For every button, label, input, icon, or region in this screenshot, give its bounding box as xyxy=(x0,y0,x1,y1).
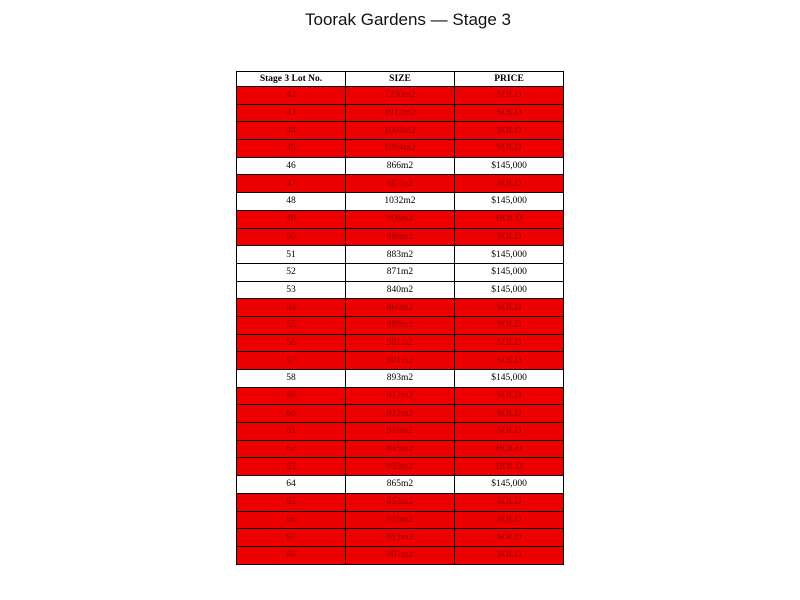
size-cell: 845m2 xyxy=(346,440,455,458)
header-size: SIZE xyxy=(346,72,455,87)
size-cell: 889m2 xyxy=(346,316,455,334)
size-cell: 840m2 xyxy=(346,281,455,299)
price-cell: HOLD xyxy=(455,210,564,228)
price-cell: SOLD xyxy=(455,122,564,140)
table-row xyxy=(237,334,564,352)
price-cell: SOLD xyxy=(455,511,564,529)
size-cell: 901m2 xyxy=(346,352,455,370)
table-row xyxy=(237,458,564,476)
lot-number-cell: 54 xyxy=(237,299,346,317)
table-body xyxy=(237,87,564,565)
table-row xyxy=(237,140,564,158)
lot-number-cell: 42 xyxy=(237,87,346,105)
price-cell: SOLD xyxy=(455,228,564,246)
table-row xyxy=(237,387,564,405)
table-row xyxy=(237,493,564,511)
size-cell: 981m2 xyxy=(346,334,455,352)
size-cell: 866m2 xyxy=(346,157,455,175)
table-header-row xyxy=(237,72,564,87)
table-row xyxy=(237,423,564,441)
table-row xyxy=(237,122,564,140)
table-row xyxy=(237,476,564,494)
table-row xyxy=(237,511,564,529)
header-price: PRICE xyxy=(455,72,564,87)
lot-number-cell: 43 xyxy=(237,104,346,122)
table-row xyxy=(237,370,564,388)
table-row xyxy=(237,405,564,423)
table-row xyxy=(237,175,564,193)
lot-number-cell: 50 xyxy=(237,228,346,246)
price-cell: SOLD xyxy=(455,352,564,370)
size-cell: 912m2 xyxy=(346,387,455,405)
lot-number-cell: 52 xyxy=(237,263,346,281)
price-cell: SOLD xyxy=(455,546,564,564)
lot-number-cell: 55 xyxy=(237,316,346,334)
price-cell: SOLD xyxy=(455,299,564,317)
lot-number-cell: 65 xyxy=(237,493,346,511)
lots-table xyxy=(236,71,564,565)
lot-number-cell: 64 xyxy=(237,476,346,494)
table-row xyxy=(237,228,564,246)
lot-number-cell: 58 xyxy=(237,370,346,388)
table-row xyxy=(237,87,564,105)
price-cell: SOLD xyxy=(455,405,564,423)
lot-number-cell: 47 xyxy=(237,175,346,193)
size-cell: 860m2 xyxy=(346,299,455,317)
lot-number-cell: 51 xyxy=(237,246,346,264)
price-cell: $145,000 xyxy=(455,281,564,299)
price-cell: SOLD xyxy=(455,387,564,405)
size-cell: 865m2 xyxy=(346,476,455,494)
lot-number-cell: 46 xyxy=(237,157,346,175)
price-cell: $145,000 xyxy=(455,246,564,264)
lot-number-cell: 48 xyxy=(237,193,346,211)
table-row xyxy=(237,104,564,122)
size-cell: 1012m2 xyxy=(346,104,455,122)
table-row xyxy=(237,546,564,564)
lot-number-cell: 67 xyxy=(237,529,346,547)
lot-number-cell: 62 xyxy=(237,440,346,458)
price-cell: HOLD xyxy=(455,440,564,458)
size-cell: 853m2 xyxy=(346,493,455,511)
table-row xyxy=(237,281,564,299)
size-cell: 871m2 xyxy=(346,263,455,281)
lot-number-cell: 45 xyxy=(237,140,346,158)
lot-number-cell: 44 xyxy=(237,122,346,140)
table-row xyxy=(237,299,564,317)
size-cell: 883m2 xyxy=(346,246,455,264)
table-row xyxy=(237,440,564,458)
size-cell: 907m2 xyxy=(346,546,455,564)
lot-number-cell: 59 xyxy=(237,387,346,405)
price-cell: SOLD xyxy=(455,493,564,511)
lot-number-cell: 57 xyxy=(237,352,346,370)
price-cell: $145,000 xyxy=(455,370,564,388)
lot-number-cell: 49 xyxy=(237,210,346,228)
table-row xyxy=(237,263,564,281)
price-cell: $145,000 xyxy=(455,263,564,281)
price-cell: SOLD xyxy=(455,140,564,158)
price-cell: $145,000 xyxy=(455,193,564,211)
table-row xyxy=(237,352,564,370)
size-cell: 893m2 xyxy=(346,370,455,388)
table-row xyxy=(237,529,564,547)
size-cell: 887m2 xyxy=(346,175,455,193)
size-cell: 910m2 xyxy=(346,423,455,441)
size-cell: 1004m2 xyxy=(346,140,455,158)
price-cell: SOLD xyxy=(455,423,564,441)
size-cell: 935m2 xyxy=(346,458,455,476)
lot-number-cell: 56 xyxy=(237,334,346,352)
table-row xyxy=(237,316,564,334)
price-cell: SOLD xyxy=(455,87,564,105)
table-row xyxy=(237,246,564,264)
size-cell: 886m2 xyxy=(346,228,455,246)
price-cell: $145,000 xyxy=(455,476,564,494)
size-cell: 912m2 xyxy=(346,405,455,423)
table-row xyxy=(237,193,564,211)
lot-number-cell: 60 xyxy=(237,405,346,423)
table-row xyxy=(237,157,564,175)
lot-number-cell: 53 xyxy=(237,281,346,299)
size-cell: 1032m2 xyxy=(346,193,455,211)
lot-number-cell: 68 xyxy=(237,546,346,564)
price-cell: SOLD xyxy=(455,334,564,352)
price-cell: SOLD xyxy=(455,316,564,334)
size-cell: 910m2 xyxy=(346,511,455,529)
size-cell: 1004m2 xyxy=(346,122,455,140)
lot-number-cell: 63 xyxy=(237,458,346,476)
price-cell: SOLD xyxy=(455,104,564,122)
size-cell: 906m2 xyxy=(346,210,455,228)
size-cell: 912m2 xyxy=(346,529,455,547)
page-title: Toorak Gardens — Stage 3 xyxy=(304,10,511,29)
lot-number-cell: 61 xyxy=(237,423,346,441)
header-lot-no: Stage 3 Lot No. xyxy=(237,72,346,87)
table-row xyxy=(237,210,564,228)
price-cell: SOLD xyxy=(455,175,564,193)
price-cell: SOLD xyxy=(455,529,564,547)
price-cell: $145,000 xyxy=(455,157,564,175)
price-cell: HOLD xyxy=(455,458,564,476)
lot-number-cell: 66 xyxy=(237,511,346,529)
size-cell: 1230m2 xyxy=(346,87,455,105)
